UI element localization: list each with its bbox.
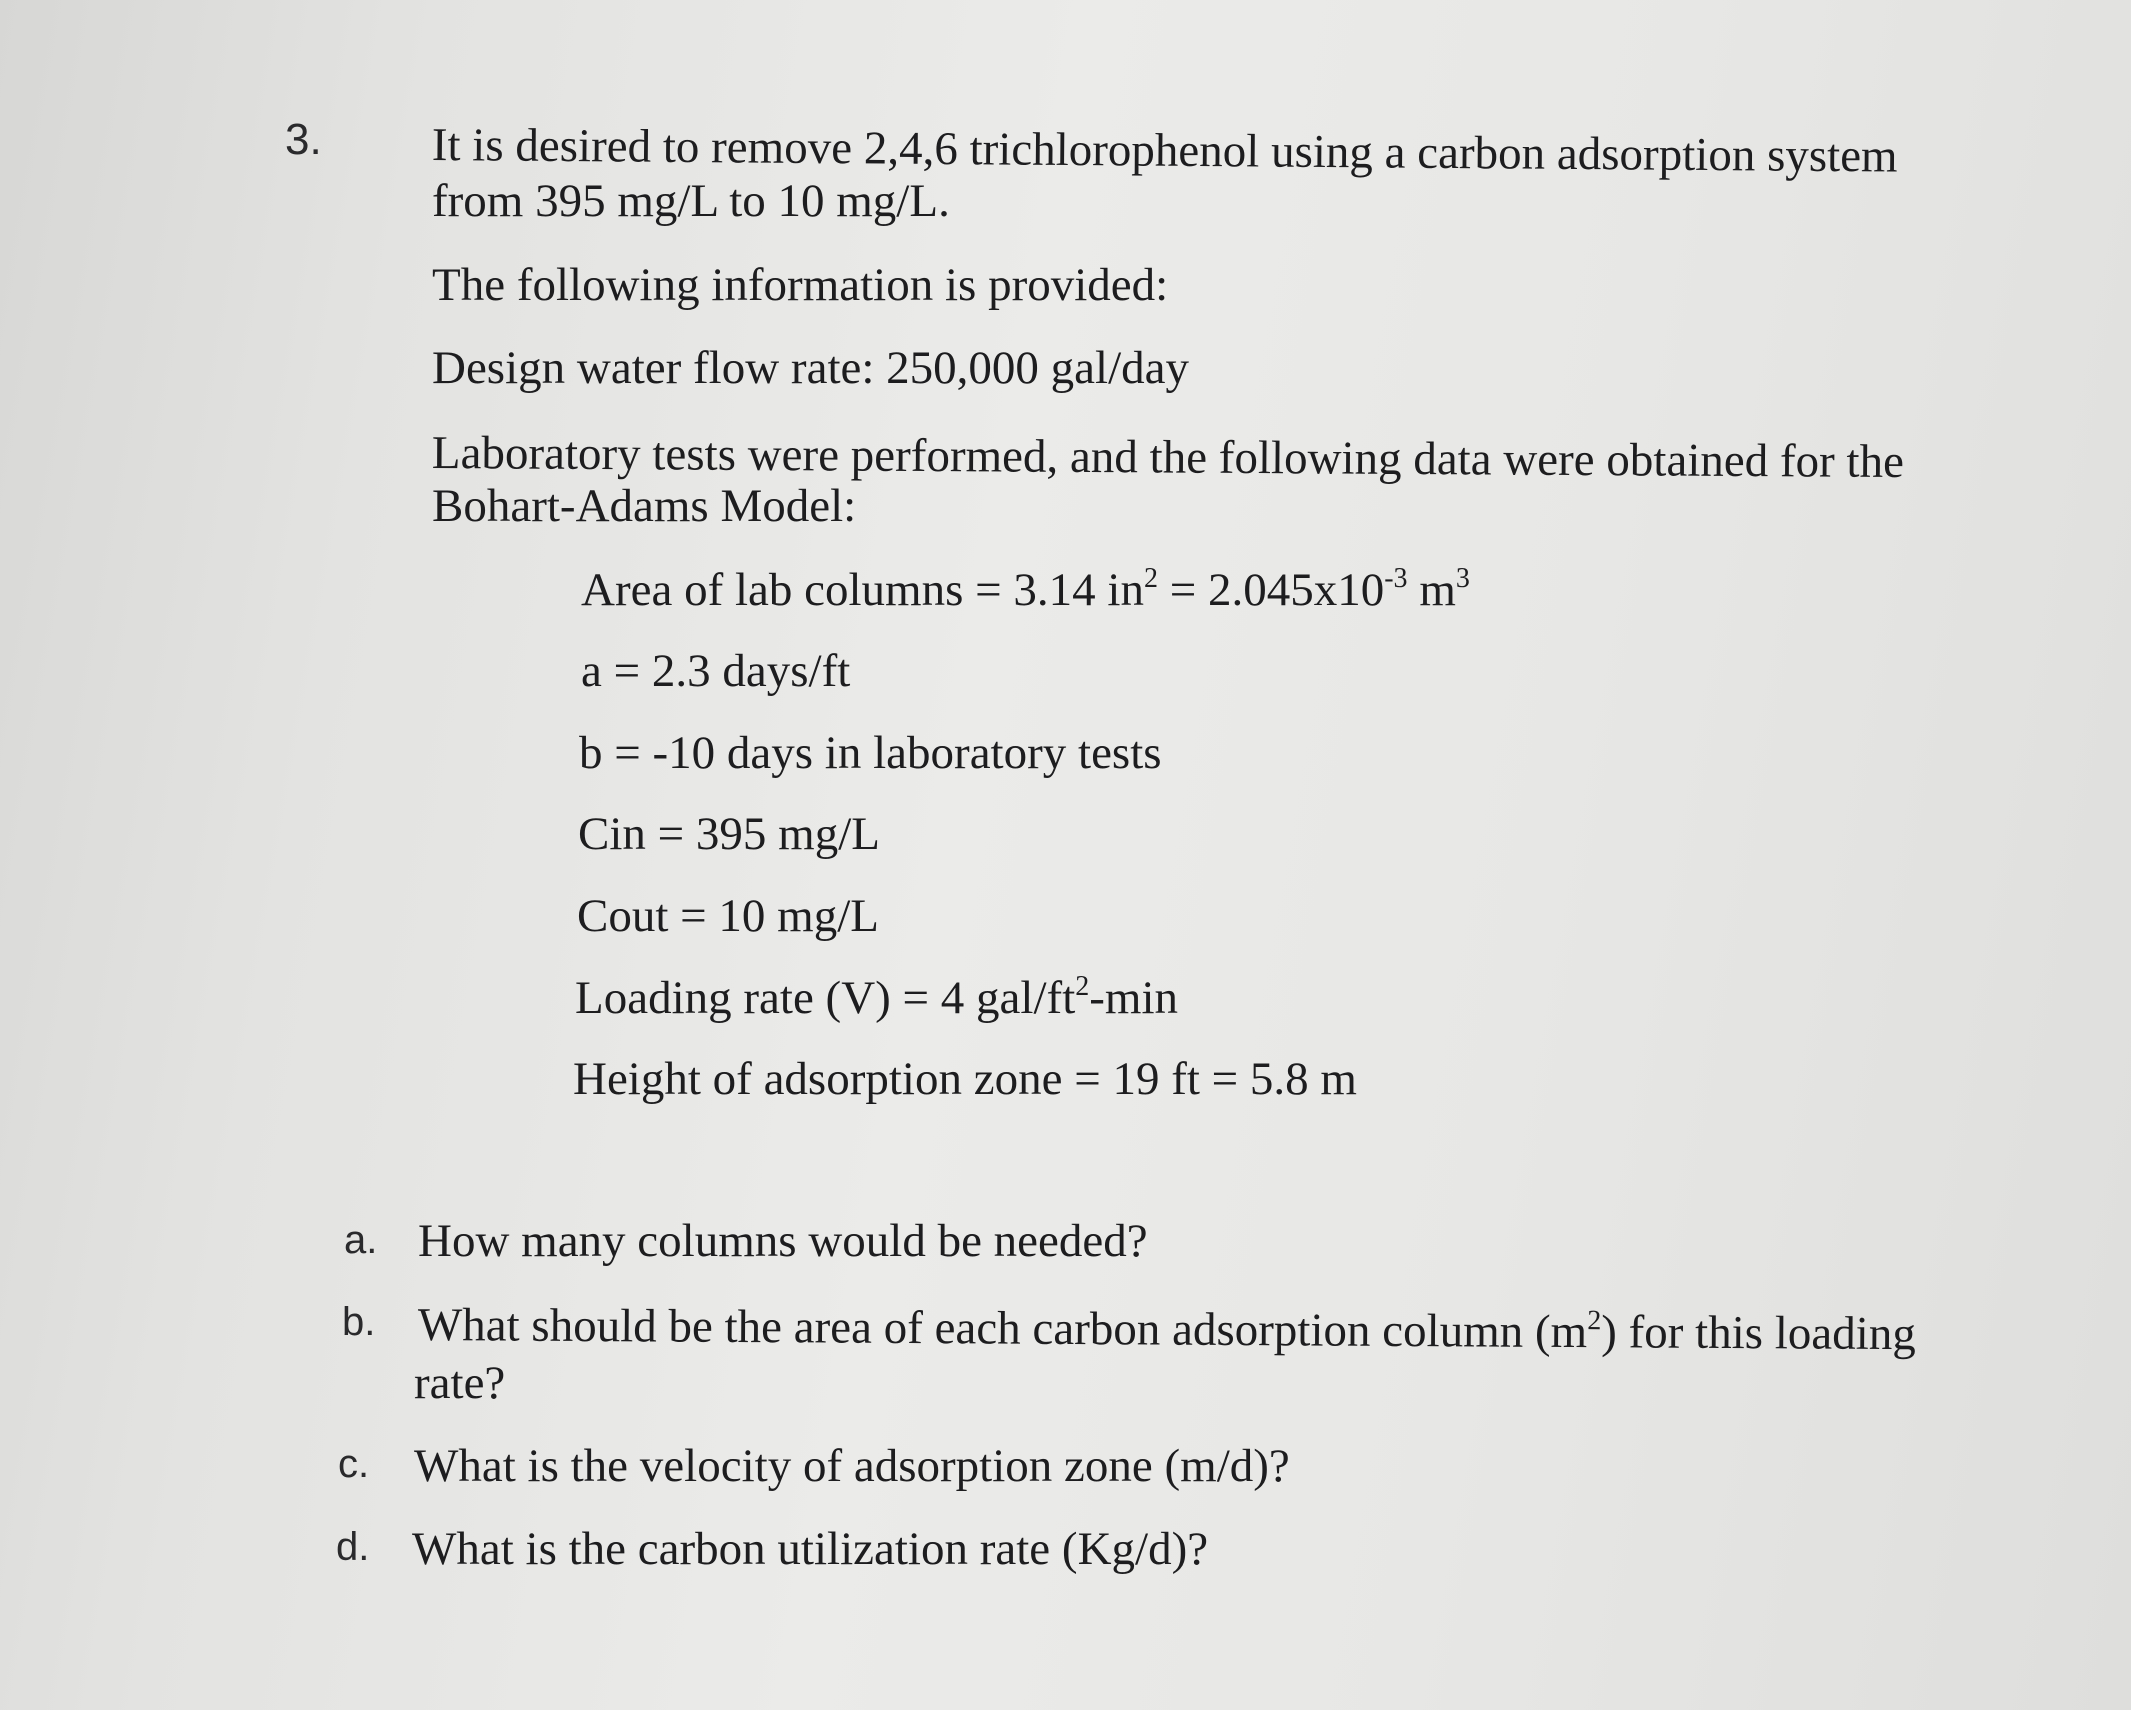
loading-sup: 2 xyxy=(1075,971,1090,1002)
data-cout: Cout = 10 mg/L xyxy=(577,890,879,942)
intro-line-1: It is desired to remove 2,4,6 trichlorophenol using a carbon adsorption system xyxy=(431,119,1898,183)
question-a-text: How many columns would be needed? xyxy=(418,1215,1148,1267)
lab-intro-line-1: Laboratory tests were performed, and the following data were obtained for the xyxy=(431,427,1905,488)
question-d-letter: d. xyxy=(336,1525,370,1569)
lab-intro-line-2: Bohart-Adams Model: xyxy=(432,480,857,532)
data-a-value: a = 2.3 days/ft xyxy=(581,645,851,697)
area-sup-2: -3 xyxy=(1384,563,1408,594)
intro-line-2: from 395 mg/L to 10 mg/L. xyxy=(432,175,950,227)
question-d-text: What is the carbon utilization rate (Kg/d)? xyxy=(412,1523,1209,1575)
design-flow-rate: Design water flow rate: 250,000 gal/day xyxy=(432,342,1190,394)
area-sup-1: 2 xyxy=(1143,563,1158,594)
data-cin: Cin = 395 mg/L xyxy=(578,808,880,860)
question-b-text-1: What should be the area of each carbon adsorption column (m xyxy=(417,1299,1588,1359)
question-b-line-2: rate? xyxy=(414,1357,506,1409)
loading-text-2: -min xyxy=(1089,972,1179,1024)
question-a-letter: a. xyxy=(344,1218,378,1262)
data-loading-rate xyxy=(575,971,1179,1024)
loading-text-1: Loading rate (V) = 4 gal/ft xyxy=(575,972,1076,1024)
data-area-of-lab-columns xyxy=(581,563,1470,616)
question-b-text-2: ) for this loading xyxy=(1601,1306,1916,1361)
area-text-1: Area of lab columns = 3.14 in xyxy=(581,564,1144,616)
question-c-letter: c. xyxy=(338,1442,370,1486)
area-text-3: m xyxy=(1407,564,1456,616)
question-number: 3. xyxy=(285,115,322,164)
data-b-value: b = -10 days in laboratory tests xyxy=(579,727,1162,779)
info-heading: The following information is provided: xyxy=(432,259,1169,311)
question-b-letter: b. xyxy=(342,1300,376,1344)
data-height-adsorption-zone: Height of adsorption zone = 19 ft = 5.8 m xyxy=(573,1053,1357,1105)
area-sup-3: 3 xyxy=(1455,563,1470,594)
question-c-text: What is the velocity of adsorption zone (m/d)? xyxy=(414,1440,1290,1492)
area-text-2: = 2.045x10 xyxy=(1157,564,1385,616)
question-b-line-1 xyxy=(417,1299,1916,1361)
question-b-sup: 2 xyxy=(1587,1305,1602,1337)
